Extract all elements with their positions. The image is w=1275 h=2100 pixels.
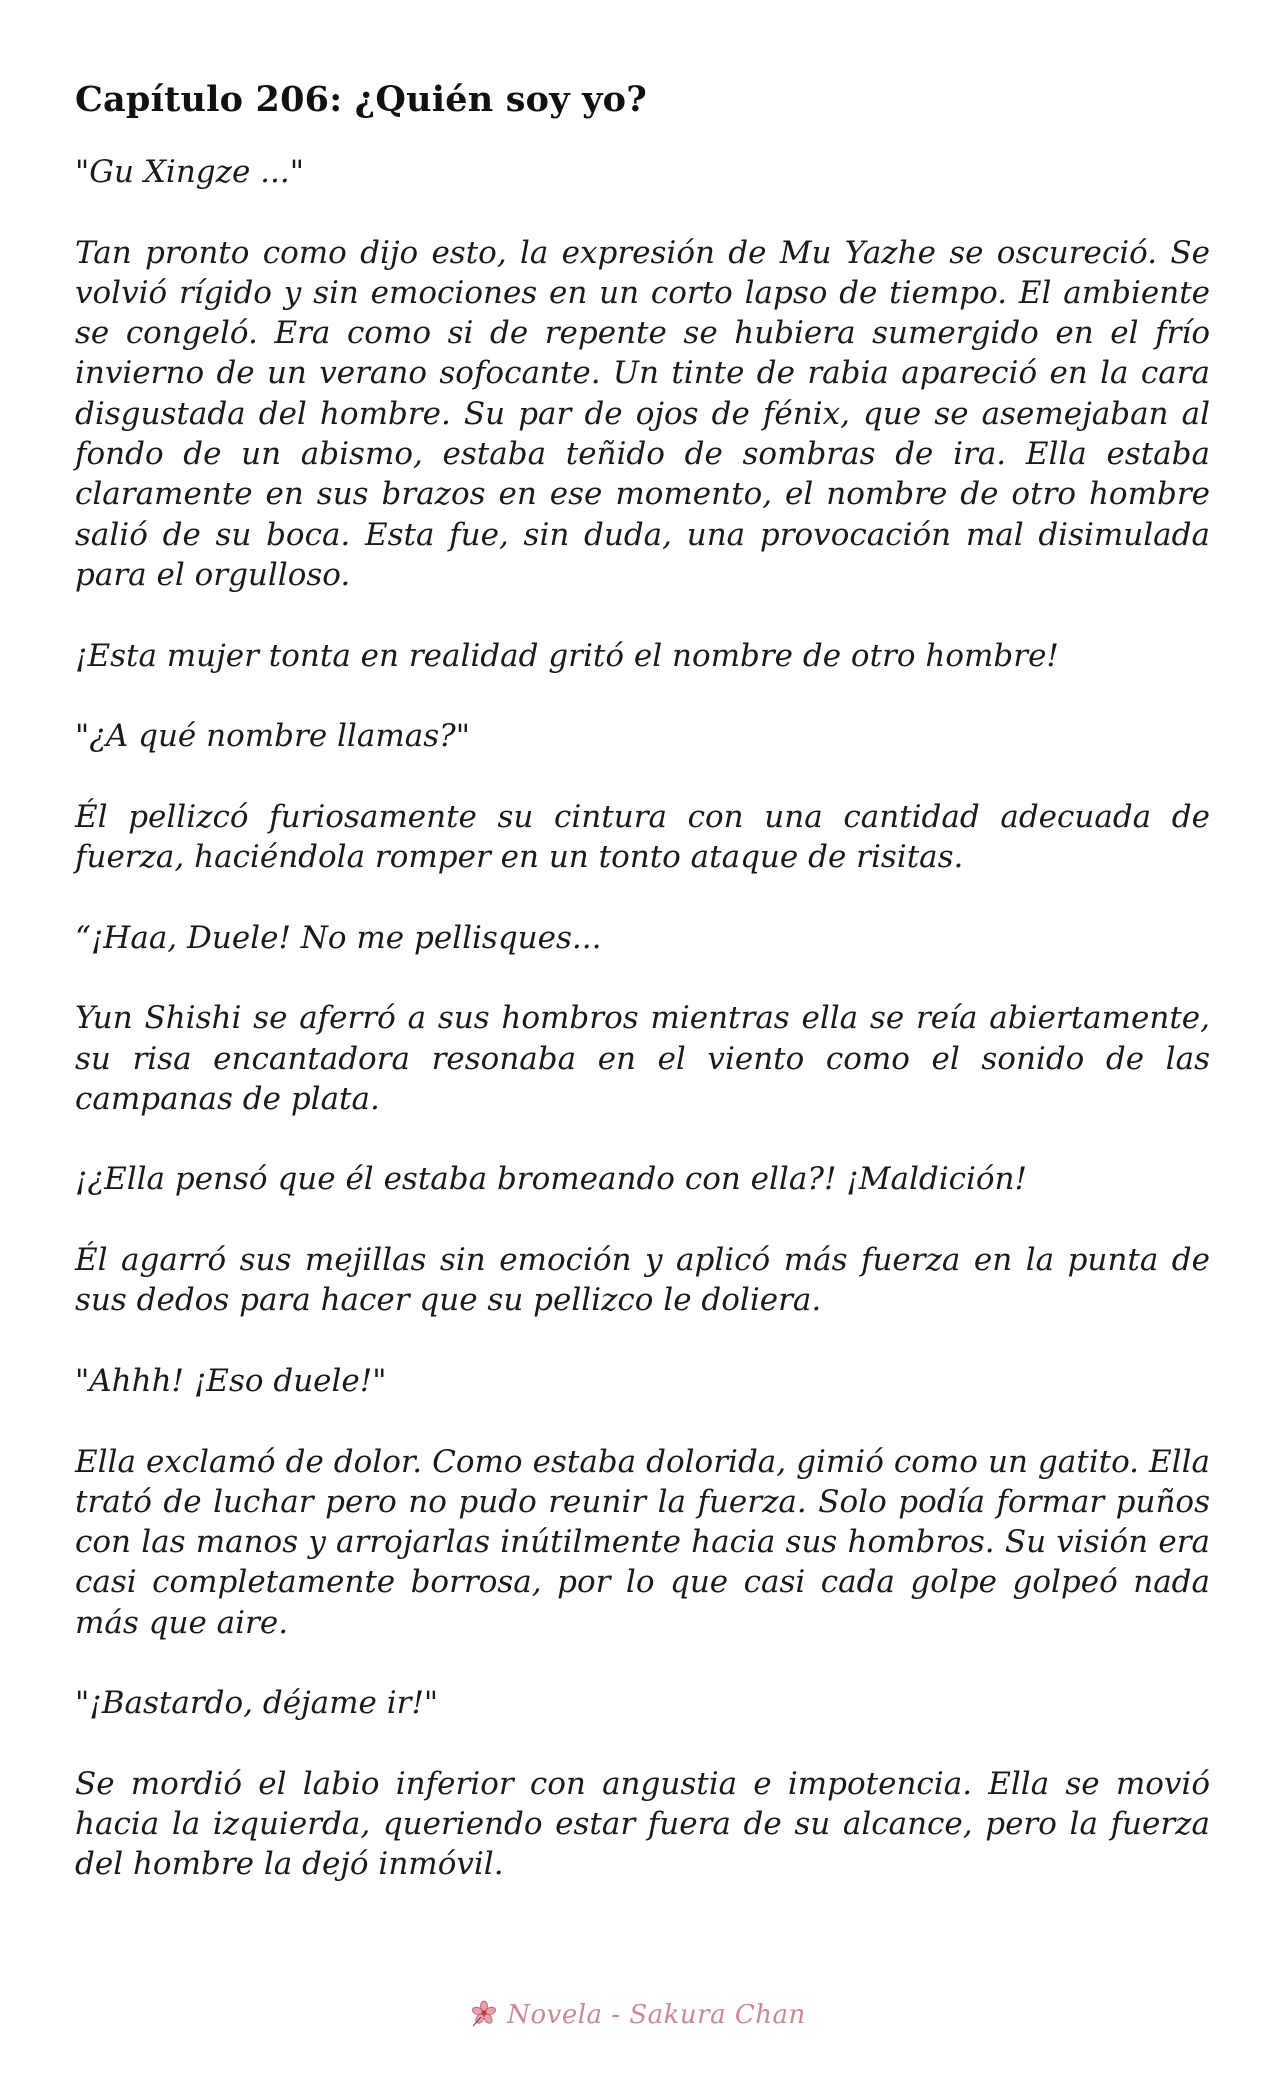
paragraph: Él agarró sus mejillas sin emoción y aplicó más fuerza en la punta de sus dedos para hacer que su pellizco le doliera. [75,1242,1210,1319]
paragraph: Tan pronto como dijo esto, la expresión de Mu Yazhe se oscureció. Se volvió rígido y sin emociones en un corto lapso de tiempo. El ambiente se congeló. Era como si de repente se hubiera sumergido en el frío invierno de un verano sofocante. Un tinte de rabia apareció en la cara disgustada del hombre. Su par de ojos de fénix, que se asemejaban al fondo de un abismo, estaba teñido de sombras de ira. Ella estaba claramente en sus brazos en ese momento, el nombre de otro hombre salió de su boca. Esta fue, sin duda, una provocación mal disimulada para el orgulloso. [75,234,1210,593]
paragraph: "Gu Xingze ..." [75,154,304,190]
paragraph: "¿A qué nombre llamas?" [75,718,470,755]
paragraph: Ella exclamó de dolor. Como estaba dolorida, gimió como un gatito. Ella trató de luchar pero no pudo reunir la fuerza. Solo podía formar puños con las manos y arrojarlas inútilmente hacia sus hombros. Su visión era casi completamente borrosa, por lo que casi cada golpe golpeó nada más que aire. [75,1443,1210,1641]
sakura-flower-icon [469,1998,499,2033]
paragraph: Se mordió el labio inferior con angustia e impotencia. Ella se movió hacia la izquierda, queriendo estar fuera de su alcance, pero la fuerza del hombre la dejó inmóvil. [75,1765,1210,1883]
chapter-page [75,72,1210,1925]
chapter-title: Capítulo 206: ¿Quién soy yo? [75,79,647,120]
footer-brand [469,1998,806,2033]
footer-text: Novela - Sakura Chan [507,2000,806,2030]
paragraph: ¡¿Ella pensó que él estaba bromeando con ella?! ¡Maldición! [75,1161,1027,1198]
paragraph: “¡Haa, Duele! No me pellisques... [75,919,602,956]
paragraph: "Ahhh! ¡Eso duele!" [75,1362,387,1399]
paragraph: Yun Shishi se aferró a sus hombros mientras ella se reía abiertamente, su risa encantadora resonaba en el viento como el sonido de las campanas de plata. [75,1000,1210,1117]
paragraph: "¡Bastardo, déjame ir!" [75,1685,439,1722]
paragraph: ¡Esta mujer tonta en realidad gritó el nombre de otro hombre! [75,637,1059,674]
paragraph: Él pellizcó furiosamente su cintura con una cantidad adecuada de fuerza, haciéndola romper en un tonto ataque de risitas. [75,798,1210,876]
footer-watermark [0,1990,1275,2040]
